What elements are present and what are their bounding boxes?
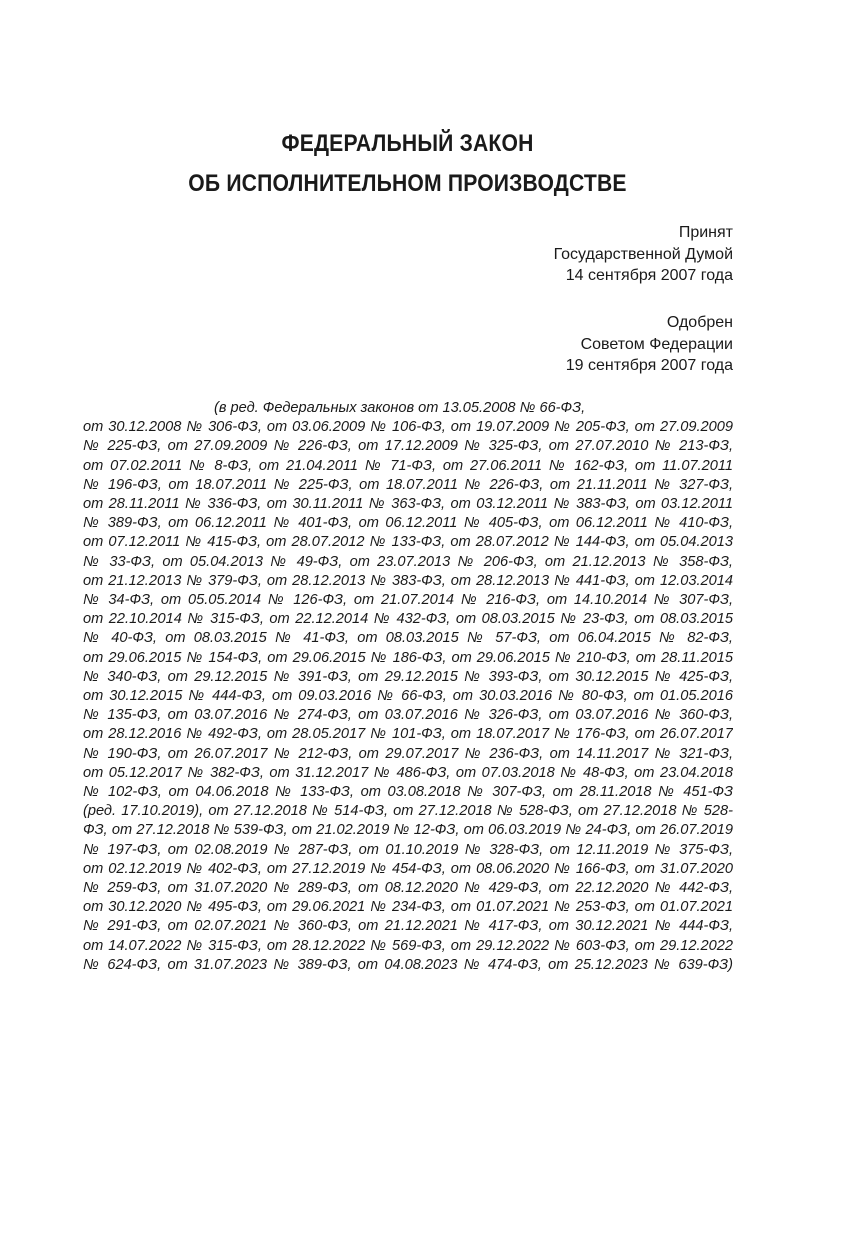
amendment-line: от 28.12.2016 № 492-ФЗ, от 28.05.2017 № 101-ФЗ, от 18.07.2017 № 176-ФЗ, от 26.07.2017 <box>83 726 733 743</box>
amendment-line: от 07.12.2011 № 415-ФЗ, от 28.07.2012 № 133-ФЗ, от 28.07.2012 № 144-ФЗ, от 05.04.2013 <box>83 534 733 551</box>
law-title-line-2: ОБ ИСПОЛНИТЕЛЬНОМ ПРОИЗВОДСТВЕ <box>188 170 627 197</box>
amendment-line: № 340-ФЗ, от 29.12.2015 № 391-ФЗ, от 29.12.2015 № 393-ФЗ, от 30.12.2015 № 425-ФЗ, <box>83 668 733 685</box>
amendment-line: (ред. 17.10.2019), от 27.12.2018 № 514-ФЗ, от 27.12.2018 № 528-ФЗ, от 27.12.2018 № 528- <box>83 803 733 820</box>
amendment-line: № 389-ФЗ, от 06.12.2011 № 401-ФЗ, от 06.12.2011 № 405-ФЗ, от 06.12.2011 № 410-ФЗ, <box>83 515 733 532</box>
amendment-line: (в ред. Федеральных законов от 13.05.2008 № 66-ФЗ, <box>214 400 586 416</box>
amendment-line: № 624-ФЗ, от 31.07.2023 № 389-ФЗ, от 04.08.2023 № 474-ФЗ, от 25.12.2023 № 639-ФЗ) <box>83 956 733 973</box>
amendment-line: от 14.07.2022 № 315-ФЗ, от 28.12.2022 № 569-ФЗ, от 29.12.2022 № 603-ФЗ, от 29.12.2022 <box>83 937 733 954</box>
amendment-line: № 259-ФЗ, от 31.07.2020 № 289-ФЗ, от 08.12.2020 № 429-ФЗ, от 22.12.2020 № 442-ФЗ, <box>83 880 733 897</box>
amendment-line: ФЗ, от 27.12.2018 № 539-ФЗ, от 21.02.2019 № 12-ФЗ, от 06.03.2019 № 24-ФЗ, от 26.07.2019 <box>83 822 733 839</box>
amendment-line: от 05.12.2017 № 382-ФЗ, от 31.12.2017 № 486-ФЗ, от 07.03.2018 № 48-ФЗ, от 23.04.2018 <box>83 764 733 781</box>
adopted-label: Принят <box>678 224 733 241</box>
approved-body: Советом Федерации <box>580 335 733 353</box>
amendment-line: № 102-ФЗ, от 04.06.2018 № 133-ФЗ, от 03.08.2018 № 307-ФЗ, от 28.11.2018 № 451-ФЗ <box>83 784 733 801</box>
amendment-line: от 30.12.2020 № 495-ФЗ, от 29.06.2021 № 234-ФЗ, от 01.07.2021 № 253-ФЗ, от 01.07.2021 <box>83 899 733 916</box>
amendment-line: от 21.12.2013 № 379-ФЗ, от 28.12.2013 № 383-ФЗ, от 28.12.2013 № 441-ФЗ, от 12.03.2014 <box>83 572 733 589</box>
approved-date: 19 сентября 2007 года <box>565 357 733 374</box>
adopted-date: 14 сентября 2007 года <box>565 267 733 284</box>
amendment-line: от 07.02.2011 № 8-ФЗ, от 21.04.2011 № 71-ФЗ, от 27.06.2011 № 162-ФЗ, от 11.07.2011 <box>83 457 733 474</box>
approved-by-council <box>566 312 733 377</box>
adopted-by-duma <box>554 222 733 287</box>
amendment-line: № 33-ФЗ, от 05.04.2013 № 49-ФЗ, от 23.07.2013 № 206-ФЗ, от 21.12.2013 № 358-ФЗ, <box>83 553 733 570</box>
approved-label: Одобрен <box>666 314 733 331</box>
amendments-list <box>83 399 733 975</box>
amendment-line: № 135-ФЗ, от 03.07.2016 № 274-ФЗ, от 03.07.2016 № 326-ФЗ, от 03.07.2016 № 360-ФЗ, <box>83 707 733 724</box>
amendment-line: № 34-ФЗ, от 05.05.2014 № 126-ФЗ, от 21.07.2014 № 216-ФЗ, от 14.10.2014 № 307-ФЗ, <box>83 592 733 609</box>
amendment-line: № 291-ФЗ, от 02.07.2021 № 360-ФЗ, от 21.12.2021 № 417-ФЗ, от 30.12.2021 № 444-ФЗ, <box>83 918 733 935</box>
law-title-line-1: ФЕДЕРАЛЬНЫЙ ЗАКОН <box>281 130 534 157</box>
amendment-line: № 197-ФЗ, от 02.08.2019 № 287-ФЗ, от 01.10.2019 № 328-ФЗ, от 12.11.2019 № 375-ФЗ, <box>83 841 733 858</box>
amendment-line: № 196-ФЗ, от 18.07.2011 № 225-ФЗ, от 18.07.2011 № 226-ФЗ, от 21.11.2011 № 327-ФЗ, <box>83 476 733 493</box>
amendment-line: от 30.12.2008 № 306-ФЗ, от 03.06.2009 № 106-ФЗ, от 19.07.2009 № 205-ФЗ, от 27.09.2009 <box>83 419 733 436</box>
amendment-line: от 28.11.2011 № 336-ФЗ, от 30.11.2011 № 363-ФЗ, от 03.12.2011 № 383-ФЗ, от 03.12.2011 <box>83 496 733 513</box>
amendment-line: от 29.06.2015 № 154-ФЗ, от 29.06.2015 № 186-ФЗ, от 29.06.2015 № 210-ФЗ, от 28.11.2015 <box>83 649 733 666</box>
amendment-line: № 40-ФЗ, от 08.03.2015 № 41-ФЗ, от 08.03.2015 № 57-ФЗ, от 06.04.2015 № 82-ФЗ, <box>83 630 733 647</box>
adopted-body: Государственной Думой <box>553 245 733 263</box>
amendment-line: от 22.10.2014 № 315-ФЗ, от 22.12.2014 № 432-ФЗ, от 08.03.2015 № 23-ФЗ, от 08.03.2015 <box>83 611 733 628</box>
amendment-line: № 225-ФЗ, от 27.09.2009 № 226-ФЗ, от 17.12.2009 № 325-ФЗ, от 27.07.2010 № 213-ФЗ, <box>83 438 733 455</box>
amendment-line: № 190-ФЗ, от 26.07.2017 № 212-ФЗ, от 29.07.2017 № 236-ФЗ, от 14.11.2017 № 321-ФЗ, <box>83 745 733 762</box>
amendment-line: от 02.12.2019 № 402-ФЗ, от 27.12.2019 № 454-ФЗ, от 08.06.2020 № 166-ФЗ, от 31.07.2020 <box>83 860 733 877</box>
amendment-line: от 30.12.2015 № 444-ФЗ, от 09.03.2016 № 66-ФЗ, от 30.03.2016 № 80-ФЗ, от 01.05.2016 <box>83 688 733 705</box>
